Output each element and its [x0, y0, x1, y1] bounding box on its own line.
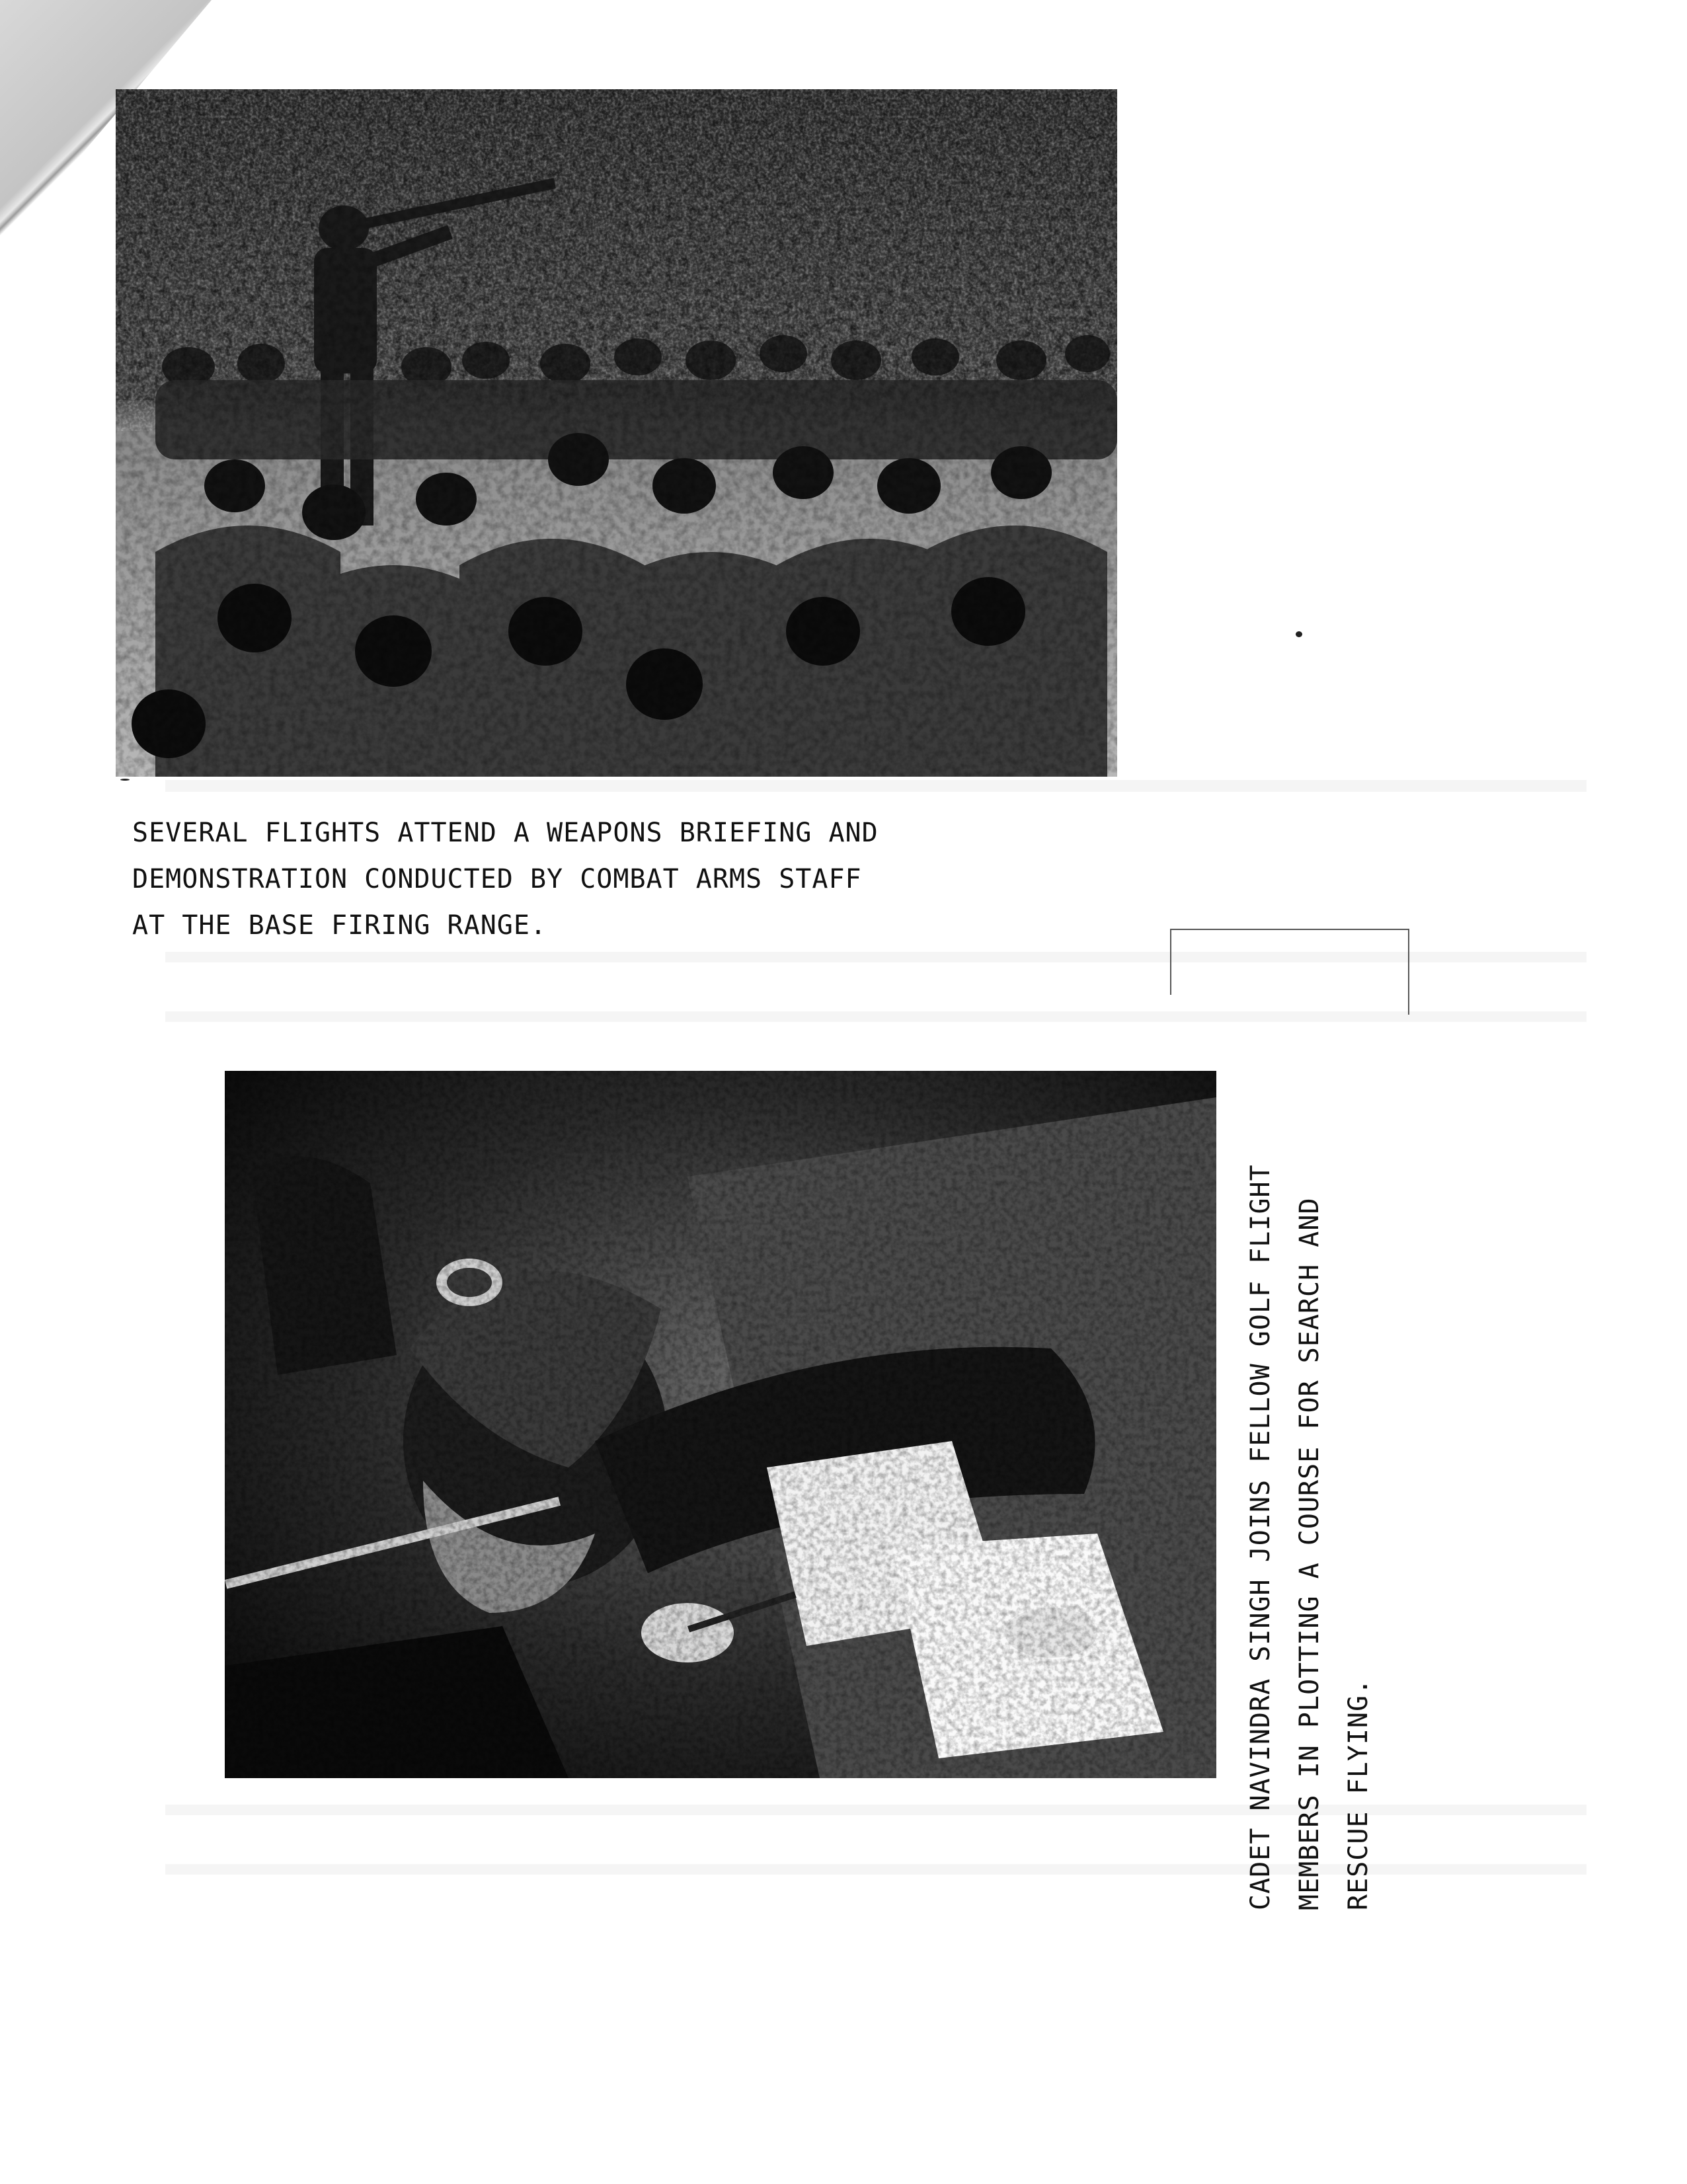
frame-line: [1170, 929, 1408, 930]
course-plotting-image: [225, 1071, 1216, 1778]
course-plotting-caption-wrapper: [1236, 998, 1382, 1910]
weapons-briefing-image: [116, 89, 1117, 777]
course-plotting-caption: CADET NAVINDRA SINGH JOINS FELLOW GOLF FLIGHT MEMBERS IN PLOTTING A COURSE FOR SEARCH AND RESCUE FLYING.: [1245, 1164, 1374, 1910]
frame-line: [1170, 929, 1171, 995]
bleed-through-texture: [165, 952, 1587, 962]
bleed-through-texture: [165, 780, 1587, 792]
course-plotting-photo: [225, 1071, 1216, 1778]
weapons-briefing-caption: SEVERAL FLIGHTS ATTEND A WEAPONS BRIEFING AND DEMONSTRATION CONDUCTED BY COMBAT ARMS STAFF AT THE BASE FIRING RANGE.: [132, 818, 879, 941]
frame-line: [1408, 929, 1409, 1015]
scan-speck: [1296, 631, 1302, 637]
scan-speck: [120, 779, 130, 781]
weapons-briefing-photo: [116, 89, 1117, 777]
